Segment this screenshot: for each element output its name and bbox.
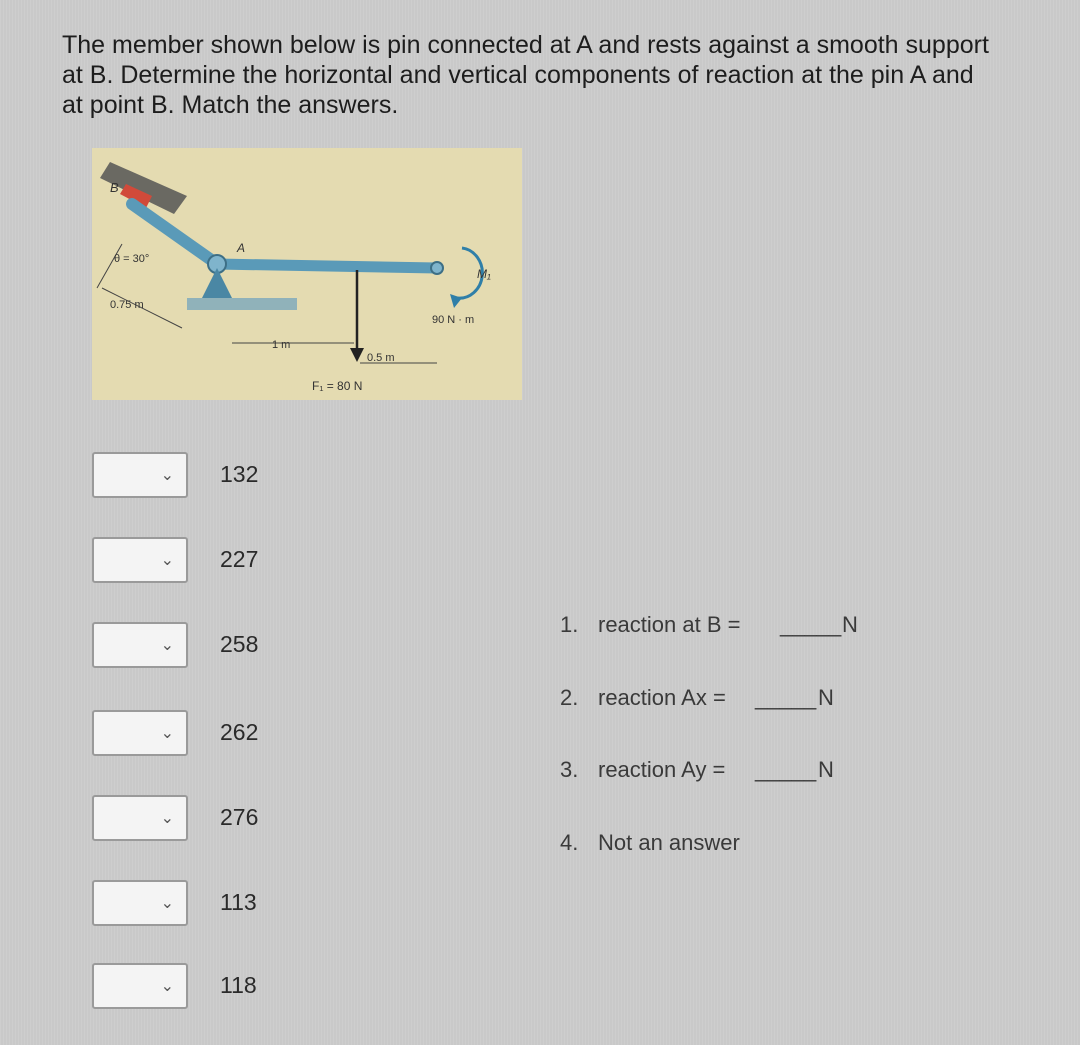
chevron-down-icon: ⌄ (160, 550, 174, 569)
chevron-down-icon: ⌄ (160, 635, 174, 654)
chevron-down-icon: ⌄ (160, 465, 174, 484)
answer-dropdown-4[interactable] (92, 710, 188, 756)
question-line-3: at point B. Match the answers. (62, 91, 399, 119)
match-row-2 (92, 537, 312, 585)
match-row-5 (92, 795, 312, 843)
option-value: 113 (220, 889, 257, 915)
answer-dropdown-1[interactable] (92, 452, 188, 498)
chevron-down-icon: ⌄ (160, 808, 174, 827)
chevron-down-icon: ⌄ (160, 893, 174, 912)
answer-blank: _____ (755, 685, 817, 710)
label-moment: M₁ (477, 267, 491, 281)
end-cap (431, 262, 443, 274)
match-row-4 (92, 710, 312, 758)
match-row-1 (92, 452, 312, 500)
option-value: 276 (220, 804, 259, 830)
answer-number: 2. (560, 685, 579, 710)
answer-number: 4. (560, 830, 579, 855)
chevron-down-icon: ⌄ (160, 976, 174, 995)
answer-item-4 (560, 830, 860, 862)
horizontal-member (217, 264, 437, 268)
label-theta: θ = 30° (114, 253, 150, 265)
option-value: 132 (220, 461, 259, 487)
question-line-1: The member shown below is pin connected at A and rests against a smooth support (62, 31, 989, 59)
force-arrowhead (350, 348, 364, 362)
match-row-3 (92, 622, 312, 670)
answer-item-2 (560, 685, 860, 717)
theta-reference (97, 244, 122, 288)
answer-label: reaction at B = (598, 612, 741, 637)
problem-figure (92, 148, 522, 400)
answer-label: reaction Ay = (598, 757, 726, 782)
match-row-7 (92, 963, 312, 1011)
answer-dropdown-3[interactable] (92, 622, 188, 668)
ground (187, 298, 297, 310)
member-diagram (92, 148, 522, 400)
label-a: A (237, 241, 246, 255)
option-value: 118 (220, 972, 257, 998)
answer-item-3 (560, 757, 860, 789)
option-value: 262 (220, 719, 259, 745)
moment-arrowhead (450, 294, 462, 308)
answer-unit: N (842, 612, 858, 637)
match-row-6 (92, 880, 312, 928)
answer-dropdown-7[interactable] (92, 963, 188, 1009)
pin-support (202, 268, 232, 298)
chevron-down-icon: ⌄ (160, 723, 174, 742)
answer-label: reaction Ax = (598, 685, 726, 710)
answer-item-1 (560, 612, 860, 644)
label-dim-075: 0.75 m (110, 299, 144, 311)
answer-blank: _____ (780, 612, 842, 637)
answer-dropdown-5[interactable] (92, 795, 188, 841)
answer-unit: N (818, 757, 834, 782)
label-b: B (110, 180, 119, 195)
label-dim-05: 0.5 m (367, 352, 395, 364)
answer-number: 1. (560, 612, 579, 637)
question-text (62, 30, 1042, 120)
option-value: 227 (220, 546, 259, 572)
answer-label: Not an answer (598, 830, 740, 855)
answer-blank: _____ (755, 757, 817, 782)
question-line-2: at B. Determine the horizontal and vertical components of reaction at the pin A and (62, 61, 974, 89)
answer-dropdown-6[interactable] (92, 880, 188, 926)
answer-unit: N (818, 685, 834, 710)
label-dim-1: 1 m (272, 339, 291, 351)
label-force: F₁ = 80 N (312, 379, 363, 393)
answer-dropdown-2[interactable] (92, 537, 188, 583)
label-moment-value: 90 N · m (432, 314, 475, 326)
answer-number: 3. (560, 757, 579, 782)
option-value: 258 (220, 631, 259, 657)
